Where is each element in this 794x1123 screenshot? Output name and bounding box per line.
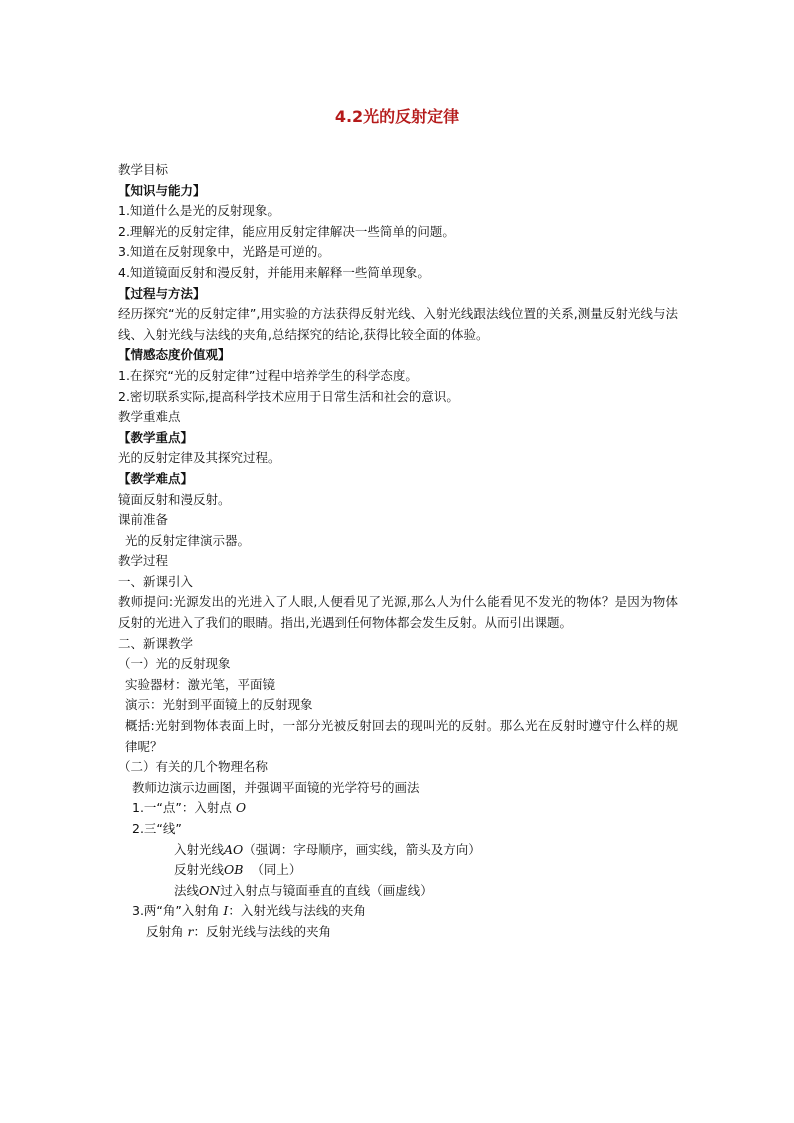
refl-angle-note: ：反射光线与法线的夹角 bbox=[193, 923, 331, 939]
reflect-note: （同上） bbox=[251, 862, 302, 878]
incident-note: （强调：字母顺序，画实线，箭头及方向） bbox=[243, 841, 481, 857]
angle-symbol: I bbox=[223, 903, 229, 919]
normal-note: 过入射点与镜面垂直的直线（画虚线） bbox=[220, 882, 433, 898]
process-paragraph: 经历探究“光的反射定律”,用实验的方法获得反射光线、入射光线跟法线位置的关系,测量反射光线与法线、入射光线与法线的夹角,总结探究的结论,获得比较全面的体验。 bbox=[118, 306, 678, 342]
angle-line bbox=[118, 901, 678, 922]
normal-label: 法线 bbox=[174, 882, 200, 898]
section-heading-process: 教学过程 bbox=[118, 553, 169, 569]
refl-angle-symbol: r bbox=[187, 923, 194, 939]
point-label: 1.一“点”：入射点 bbox=[132, 800, 232, 816]
emotion-item-2: 2.密切联系实际,提高科学技术应用于日常生活和社会的意识。 bbox=[118, 388, 459, 404]
section-heading-difficulty: 教学重难点 bbox=[118, 409, 181, 425]
document-title: 4.2光的反射定律 bbox=[334, 107, 460, 126]
refl-angle-line bbox=[118, 922, 678, 943]
new-lesson-heading: 二、新课教学 bbox=[118, 635, 194, 651]
intro-heading: 一、新课引入 bbox=[118, 573, 194, 589]
lines-heading: 2.三“线” bbox=[132, 821, 182, 836]
document-body bbox=[118, 160, 678, 943]
knowledge-item-1: 1.知道什么是光的反射现象。 bbox=[118, 203, 280, 219]
key-text: 光的反射定律及其探究过程。 bbox=[118, 450, 281, 466]
incident-line bbox=[118, 840, 678, 861]
knowledge-item-2: 2.理解光的反射定律，能应用反射定律解决一些简单的问题。 bbox=[118, 223, 455, 239]
subheading-emotion: 【情感态度价值观】 bbox=[118, 347, 231, 363]
prep-text: 光的反射定律演示器。 bbox=[125, 532, 251, 548]
subheading-hard: 【教学难点】 bbox=[118, 470, 194, 486]
knowledge-item-3: 3.知道在反射现象中，光路是可逆的。 bbox=[118, 244, 330, 260]
normal-line bbox=[118, 881, 678, 902]
equipment-text: 实验器材：激光笔，平面镜 bbox=[125, 676, 276, 692]
reflect-symbol: OB bbox=[224, 862, 244, 878]
reflect-line bbox=[118, 860, 678, 881]
incident-symbol: AO bbox=[224, 841, 244, 857]
subheading-key: 【教学重点】 bbox=[118, 429, 194, 445]
section-heading-goals: 教学目标 bbox=[118, 162, 169, 177]
knowledge-item-4: 4.知道镜面反射和漫反射，并能用来解释一些简单现象。 bbox=[118, 264, 430, 280]
refl-angle-label: 反射角 bbox=[146, 923, 184, 939]
intro-paragraph: 教师提问:光源发出的光进入了人眼,人便看见了光源,那么人为什么能看见不发光的物体？是因为物体反射的光进入了我们的眼睛。指出,光遇到任何物体都会发生反射。从而引出课题。 bbox=[118, 594, 678, 631]
point-symbol: O bbox=[235, 800, 247, 816]
normal-symbol: ON bbox=[199, 882, 221, 898]
subheading-process: 【过程与方法】 bbox=[118, 285, 206, 301]
sub1-heading: （一）光的反射现象 bbox=[118, 656, 231, 672]
sub2-heading: （二）有关的几个物理名称 bbox=[118, 759, 269, 775]
point-line bbox=[118, 798, 678, 819]
sub2-intro: 教师边演示边画图，并强调平面镜的光学符号的画法 bbox=[132, 779, 420, 795]
summary-paragraph: 概括:光射到物体表面上时，一部分光被反射回去的现叫光的反射。那么光在反射时遵守什么样的规律呢？ bbox=[125, 718, 678, 754]
angle-note: ：入射光线与法线的夹角 bbox=[228, 903, 366, 919]
angle-label: 3.两“角”入射角 bbox=[132, 903, 220, 919]
reflect-label: 反射光线 bbox=[174, 862, 225, 878]
hard-text: 镜面反射和漫反射。 bbox=[118, 491, 231, 507]
emotion-item-1: 1.在探究“光的反射定律”过程中培养学生的科学态度。 bbox=[118, 367, 418, 383]
subheading-knowledge: 【知识与能力】 bbox=[118, 182, 206, 198]
section-heading-prep: 课前准备 bbox=[118, 512, 169, 528]
demo-text: 演示：光射到平面镜上的反射现象 bbox=[125, 697, 313, 713]
incident-label: 入射光线 bbox=[174, 841, 225, 857]
